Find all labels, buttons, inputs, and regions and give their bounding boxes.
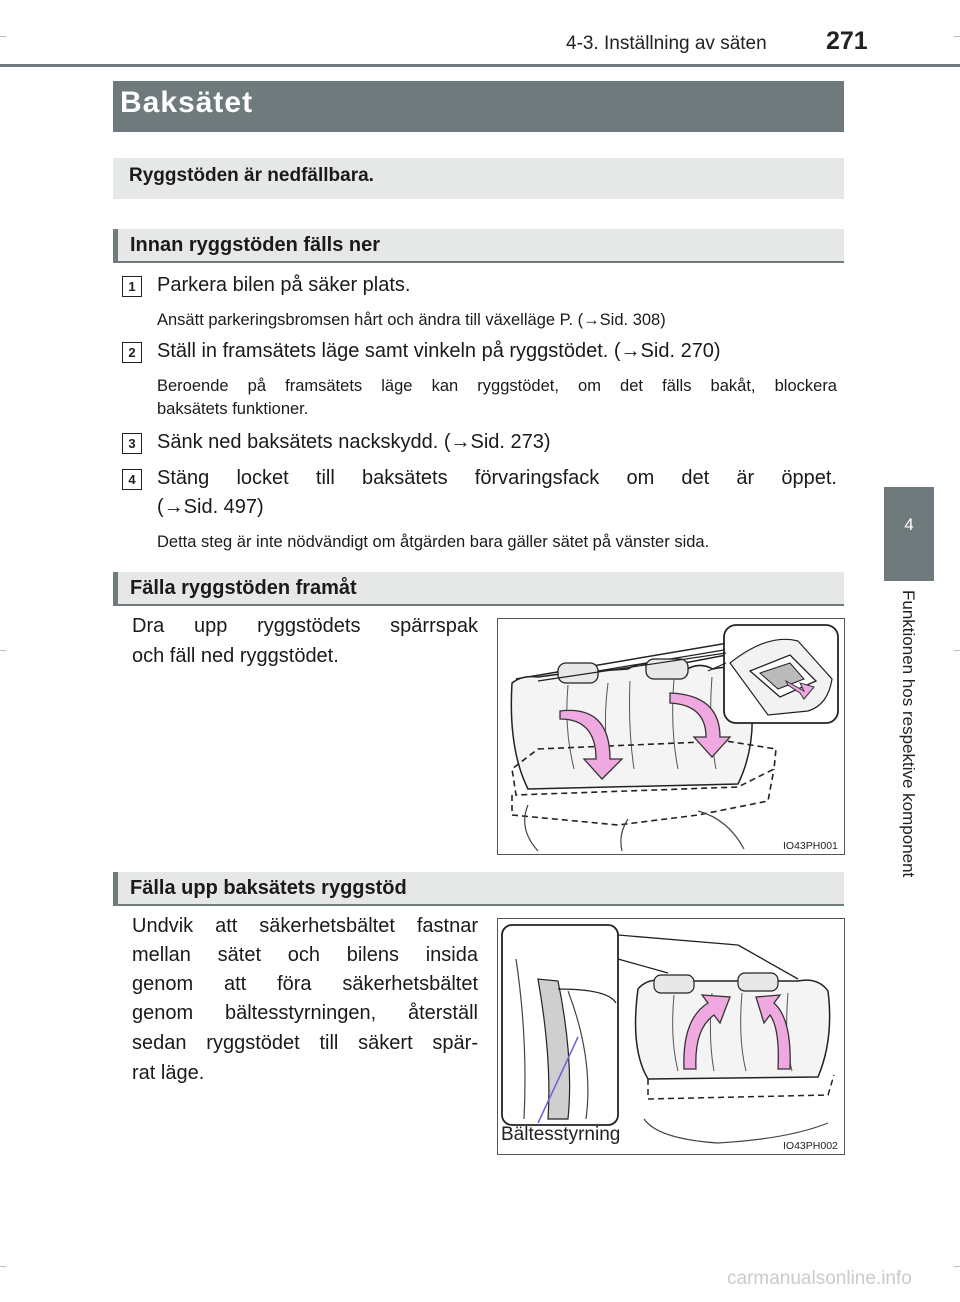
step-text: Ställ in framsätets läge samt vinkeln på ryggstödet. (→Sid. 270) xyxy=(157,340,721,362)
raise-figure xyxy=(497,918,845,1155)
step-text: Stäng locket till baksätets förvaringsfack om det är öppet. xyxy=(157,467,837,489)
page-number: 271 xyxy=(826,27,868,55)
chapter-title: Funktionen hos respektive komponent xyxy=(899,590,918,878)
step-number: 4 xyxy=(122,469,142,490)
header-rule xyxy=(0,64,960,67)
figure-code: IO43PH002 xyxy=(783,1140,838,1152)
crop-mark xyxy=(0,650,6,651)
raise-line: rat läge. xyxy=(132,1062,205,1084)
step-text: Parkera bilen på säker plats. xyxy=(157,274,411,296)
step-number: 1 xyxy=(122,276,142,297)
section-path: 4-3. Inställning av säten xyxy=(566,33,767,54)
step-note: Detta steg är inte nödvändigt om åtgärden bara gäller sätet på vänster sida. xyxy=(157,533,710,551)
raise-line: mellan sätet och bilens insida xyxy=(132,944,478,966)
step-number: 2 xyxy=(122,342,142,363)
step-number: 3 xyxy=(122,433,142,454)
step-text: (→Sid. 497) xyxy=(157,496,264,518)
fold-line: och fäll ned ryggstödet. xyxy=(132,645,339,667)
fold-line: Dra upp ryggstödets spärrspak xyxy=(132,615,478,637)
figure-code: IO43PH001 xyxy=(783,840,838,852)
chapter-number: 4 xyxy=(904,515,914,534)
crop-mark xyxy=(0,36,6,37)
rear-seat-raise-illustration xyxy=(498,919,844,1154)
raise-line: sedan ryggstödet till säkert spär- xyxy=(132,1032,478,1054)
section-heading: Fälla upp baksätets ryggstöd xyxy=(130,877,407,899)
raise-line: genom bältesstyrningen, återställ xyxy=(132,1002,478,1024)
step-note: Beroende på framsätets läge kan ryggstödet, om det fälls bakåt, blockera xyxy=(157,377,837,395)
intro-text: Ryggstöden är nedfällbara. xyxy=(129,165,374,186)
footer-watermark: carmanualsonline.info xyxy=(727,1268,912,1289)
crop-mark xyxy=(954,1266,960,1267)
crop-mark xyxy=(0,1266,6,1267)
chapter-title-vertical xyxy=(888,590,928,920)
step-note: baksätets funktioner. xyxy=(157,400,309,418)
crop-mark xyxy=(954,650,960,651)
crop-mark xyxy=(954,36,960,37)
fold-figure xyxy=(497,618,845,855)
rear-seat-fold-illustration xyxy=(498,619,844,854)
step-note: Ansätt parkeringsbromsen hårt och ändra till växelläge P. (→Sid. 308) xyxy=(157,311,666,329)
raise-line: Undvik att säkerhetsbältet fastnar xyxy=(132,915,478,937)
belt-guide-label: Bältesstyrning xyxy=(501,1124,621,1145)
raise-line: genom att föra säkerhetsbältet xyxy=(132,973,478,995)
section-heading: Fälla ryggstöden framåt xyxy=(130,577,357,599)
section-heading: Innan ryggstöden fälls ner xyxy=(130,234,381,256)
page-title: Baksätet xyxy=(120,86,254,119)
step-text: Sänk ned baksätets nackskydd. (→Sid. 273) xyxy=(157,431,551,453)
